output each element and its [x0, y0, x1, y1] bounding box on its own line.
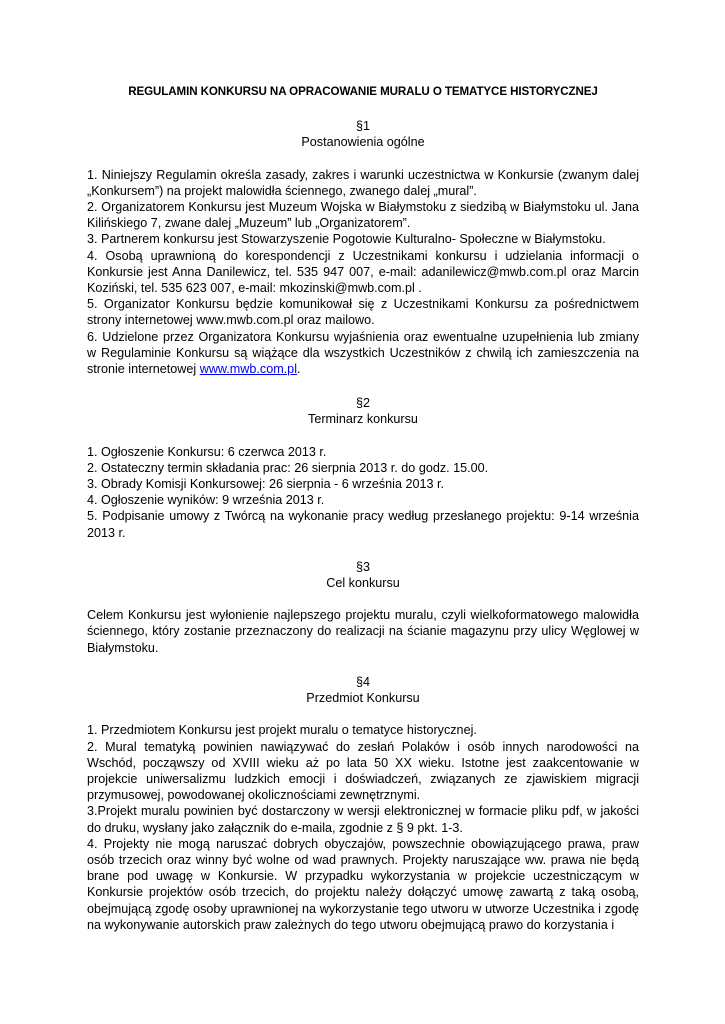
section-1-number: §1 — [355, 119, 370, 134]
document-title: REGULAMIN KONKURSU NA OPRACOWANIE MURALU O TEMATYCE HISTORYCZNEJ — [128, 85, 598, 98]
section-2-heading: Terminarz konkursu — [308, 412, 418, 427]
section-1-paragraph-3: 3. Partnerem konkursu jest Stowarzyszenie Pogotowie Kulturalno- Społeczne w Białymstoku. — [87, 232, 606, 247]
schedule-item: 4. Ogłoszenie wyników: 9 września 2013 r. — [87, 493, 325, 508]
section-3-number: §3 — [355, 559, 370, 574]
section-4-heading: Przedmiot Konkursu — [306, 691, 420, 706]
section-3-heading: Cel konkursu — [326, 576, 400, 591]
section-4-paragraph-3: 3.Projekt muralu powinien być dostarczony w wersji elektronicznej w formacie pliku pdf, w jakości do druku, wysłany jako załącznik do e-maila, zgodnie z § 9 pkt. 1-3. — [87, 804, 639, 835]
document-page — [87, 84, 639, 933]
section-1-paragraph-6-end: . — [297, 362, 301, 377]
section-4-paragraph-1: 1. Przedmiotem Konkursu jest projekt muralu o tematyce historycznej. — [87, 723, 477, 738]
section-1-heading: Postanowienia ogólne — [301, 135, 425, 150]
section-1-paragraph-1: 1. Niniejszy Regulamin określa zasady, zakres i warunki uczestnictwa w Konkursie (zwanym dalej „Konkursem”) na projekt malowidła ściennego, zwanego dalej „mural”. — [87, 167, 639, 198]
section-1-paragraph-4: 4. Osobą uprawnioną do korespondencji z Uczestnikami konkursu i udzielania informacji o Konkursie jest Anna Danilewicz, tel. 535 947 007, e-mail: adanilewicz@mwb.com.pl oraz Marcin Koziński, tel. 535 623 007, e-mail: mkozinski@mwb.com.pl . — [87, 248, 639, 296]
section-2-number: §2 — [355, 396, 370, 411]
schedule-item: 2. Ostateczny termin składania prac: 26 sierpnia 2013 r. do godz. 15.00. — [87, 460, 489, 475]
section-1-paragraph-5: 5. Organizator Konkursu będzie komunikował się z Uczestnikami Konkursu za pośrednictwem strony internetowej www.mwb.com.pl oraz mailowo. — [87, 297, 639, 328]
section-4-paragraph-4: 4. Projekty nie mogą naruszać dobrych obyczajów, powszechnie obowiązującego prawa, praw osób trzecich oraz winny być wolne od wad prawnych. Projekty naruszające ww. prawa nie będą brane pod uwagę w Konkursie. W przypadku wykorzystania w projekcie uczestniczącym w Konkursie projektów osób trzecich, do projektu należy dołączyć umowę zawartą z taką osobą, obejmującą zgodę osoby uprawnionej na wykorzystanie tego utworu w utworze Uczestnika i zgodę na wykonywanie autorskich praw zależnych do tego utworu obejmującą prawo do korzystania i — [87, 836, 639, 932]
section-1-paragraph-2: 2. Organizatorem Konkursu jest Muzeum Wojska w Białymstoku z siedzibą w Białymstoku ul. Jana Kilińskiego 7, zwane dalej „Muzeum” lub „Organizatorem”. — [87, 200, 639, 231]
schedule-item: 1. Ogłoszenie Konkursu: 6 czerwca 2013 r. — [87, 444, 327, 459]
schedule-item: 3. Obrady Komisji Konkursowej: 26 sierpnia - 6 września 2013 r. — [87, 477, 444, 492]
section-4-number: §4 — [355, 674, 370, 689]
schedule-item: 5. Podpisanie umowy z Twórcą na wykonanie pracy według przesłanego projektu: 9-14 września 2013 r. — [87, 509, 639, 540]
section-1-paragraph-6-text: 6. Udzielone przez Organizatora Konkursu wyjaśnienia oraz ewentualne uzupełnienia lub zmiany w Regulaminie Konkursu są wiążące dla wszystkich Uczestników z chwilą ich zamieszczenia na stronie internetowej — [87, 329, 639, 377]
website-link[interactable]: www.mwb.com.pl — [199, 362, 297, 377]
section-1-paragraph-6 — [87, 329, 639, 378]
section-4-paragraph-2: 2. Mural tematyką powinien nawiązywać do zesłań Polaków i osób innych narodowości na Wschód, począwszy od XVIII wieku aż po lata 50 XX wieku. Istotne jest zaakcentowanie w projekcie uniwersalizmu ludzkich emocji i doświadczeń, związanych ze zjawiskiem migracji przymusowej, powodowanej okolicznościami zewnętrznymi. — [87, 739, 639, 803]
section-3-paragraph-1: Celem Konkursu jest wyłonienie najlepszego projektu muralu, czyli wielkoformatowego malowidła ściennego, który zostanie przeznaczony do realizacji na ścianie magazynu przy ulicy Węglowej w Białymstoku. — [87, 608, 639, 655]
